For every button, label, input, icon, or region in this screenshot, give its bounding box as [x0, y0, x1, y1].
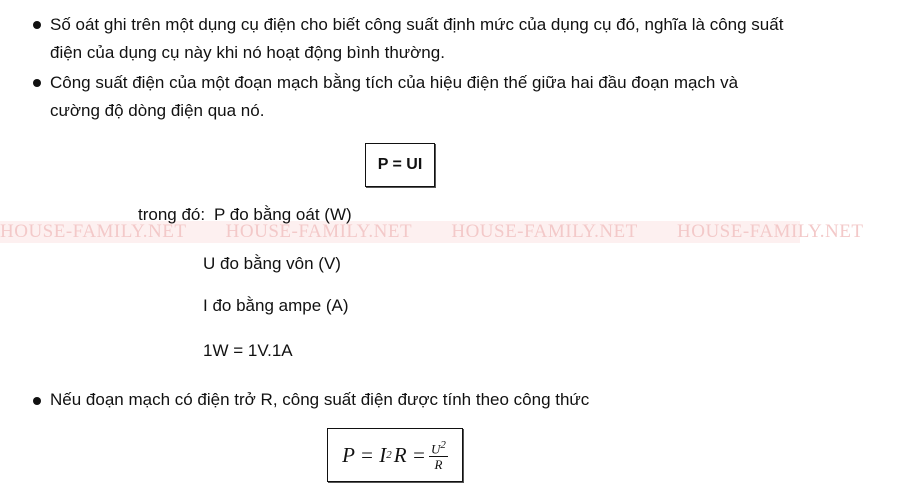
formula-p-ui-text: P = UI [377, 156, 423, 173]
paragraph-resistance-power: Nếu đoạn mạch có điện trở R, công suất điện được tính theo công thức [50, 390, 590, 409]
watermark-text: HOUSE-FAMILY.NET [451, 221, 638, 242]
unit-current: I đo bằng ampe (A) [203, 296, 349, 315]
fraction-numerator [429, 438, 448, 457]
formula-left: P = I [342, 442, 387, 467]
formula-exp: 2 [386, 449, 392, 461]
watermark-text: HOUSE-FAMILY.NET [0, 221, 187, 242]
unit-voltage: U đo bằng vôn (V) [203, 254, 341, 273]
formula-fraction [429, 438, 448, 472]
watermark-text: HOUSE-FAMILY.NET [225, 221, 413, 242]
paragraph-power-definition: Công suất điện của một đoạn mạch bằng tích của hiệu điện thế giữa hai đầu đoạn mạch và cường độ dòng điện qua nó. [50, 73, 739, 120]
bullet-dot [33, 397, 41, 405]
paragraph-rated-power: Số oát ghi trên một dụng cụ điện cho biết công suất định mức của dụng cụ đó, nghĩa là công suất điện của dụng cụ này khi nó hoạt động bình thường. [50, 15, 784, 62]
watermark-strip [0, 221, 864, 243]
formula-p-ui [365, 143, 435, 187]
formula-mid: R = [393, 442, 426, 467]
units-intro: trong đó: [138, 205, 206, 224]
numerator-exp: 2 [440, 438, 446, 451]
watermark-text: HOUSE-FAMILY.NET [677, 221, 864, 242]
unit-relation: 1W = 1V.1A [203, 341, 293, 360]
formula-p-i2r [327, 428, 463, 482]
numerator-u: U [430, 441, 441, 457]
fraction-denominator: R [434, 457, 443, 473]
unit-power: P đo bằng oát (W) [214, 205, 352, 224]
bullet-dot [33, 79, 41, 87]
bullet-dot [33, 21, 41, 29]
